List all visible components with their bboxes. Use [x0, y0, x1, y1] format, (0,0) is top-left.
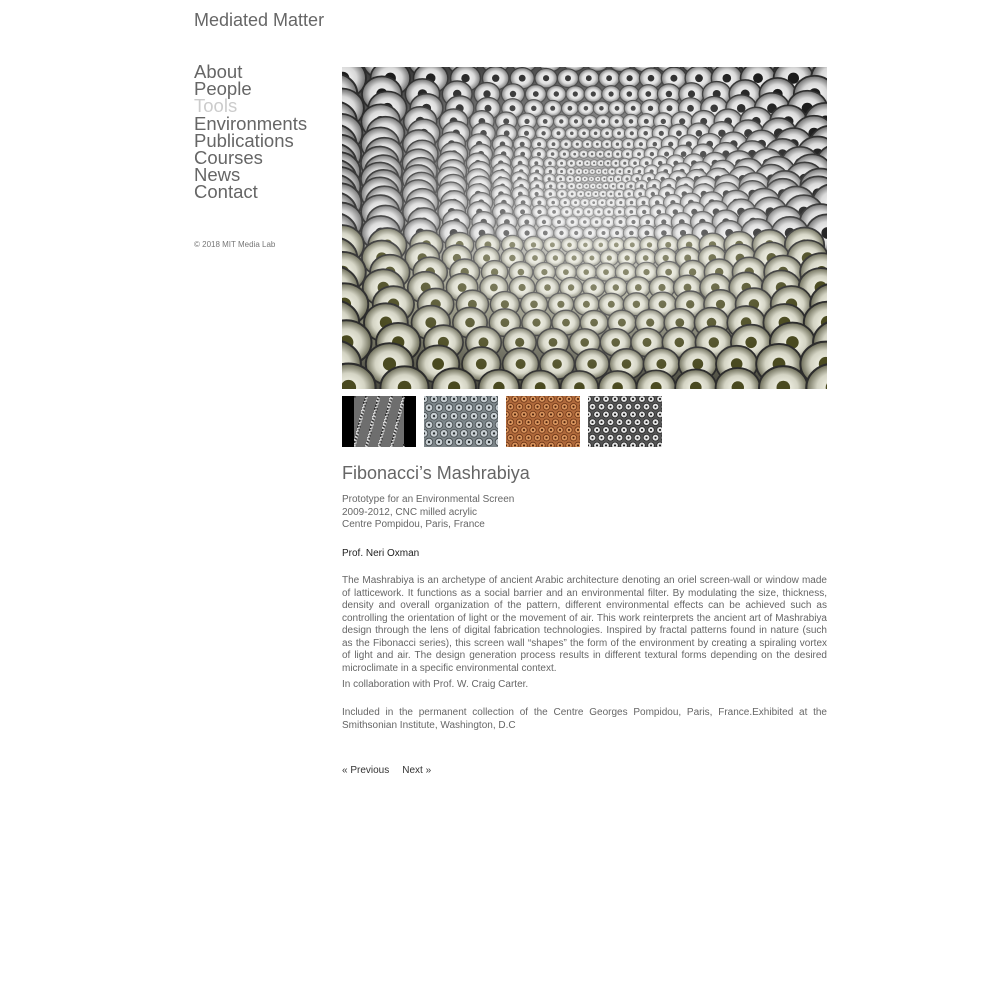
project-title: Fibonacci’s Mashrabiya: [342, 463, 530, 483]
nav-item-news[interactable]: News: [194, 164, 241, 186]
previous-link[interactable]: « Previous: [342, 765, 390, 776]
nav-item-courses[interactable]: Courses: [194, 147, 263, 169]
nav-item-publications[interactable]: Publications: [194, 129, 294, 151]
nav-item-contact[interactable]: Contact: [194, 181, 258, 203]
hero-image: [342, 67, 827, 389]
next-link[interactable]: Next »: [402, 765, 432, 776]
thumbnail-1[interactable]: [342, 396, 416, 447]
meta-line-location: Centre Pompidou, Paris, France: [342, 519, 485, 530]
nav-item-tools[interactable]: Tools: [194, 95, 238, 117]
nav-item-about[interactable]: About: [194, 61, 243, 82]
meta-line-subtitle: Prototype for an Environmental Screen: [342, 494, 515, 505]
meta-line-material: 2009-2012, CNC milled acrylic: [342, 506, 478, 518]
pager: [342, 765, 431, 776]
collaboration-note: In collaboration with Prof. W. Craig Carter.: [342, 679, 529, 690]
nav-item-people[interactable]: People: [194, 78, 252, 100]
nav-item-environments[interactable]: Environments: [194, 112, 308, 134]
copyright-text: © 2018 MIT Media Lab: [194, 240, 276, 249]
project-description: The Mashrabiya is an archetype of ancient Arabic architecture denoting an oriel screen-wall or window made of latticework. It functions as a social barrier and an environmental filter. By modulating the size, thickness, density and overall organization of the pattern, different environmental effects can be achieved such as controlling the orientation of light or the movement of air. This work reinterprets the ancient art of Mashrabiya design through the lens of digital fabrication technologies. Inspired by fractal patterns found in nature (such as the Fibonacci series), this screen wall “shapes” the form of the environment by creating a spiraling vortex of light and air. The design generation process results in different textural forms depending on the desired microclimate in a specific environmental context.: [342, 575, 827, 674]
project-author: Prof. Neri Oxman: [342, 548, 420, 559]
thumbnail-2[interactable]: [424, 396, 498, 447]
project-meta: [342, 494, 514, 532]
thumbnail-4[interactable]: [588, 396, 662, 447]
thumbnail-3[interactable]: [506, 396, 580, 447]
collection-note: Included in the permanent collection of the Centre Georges Pompidou, Paris, France.Exhibited at the Smithsonian Institute, Washington, D.C: [342, 707, 827, 731]
main-nav: [194, 63, 307, 201]
site-title[interactable]: Mediated Matter: [194, 10, 325, 30]
